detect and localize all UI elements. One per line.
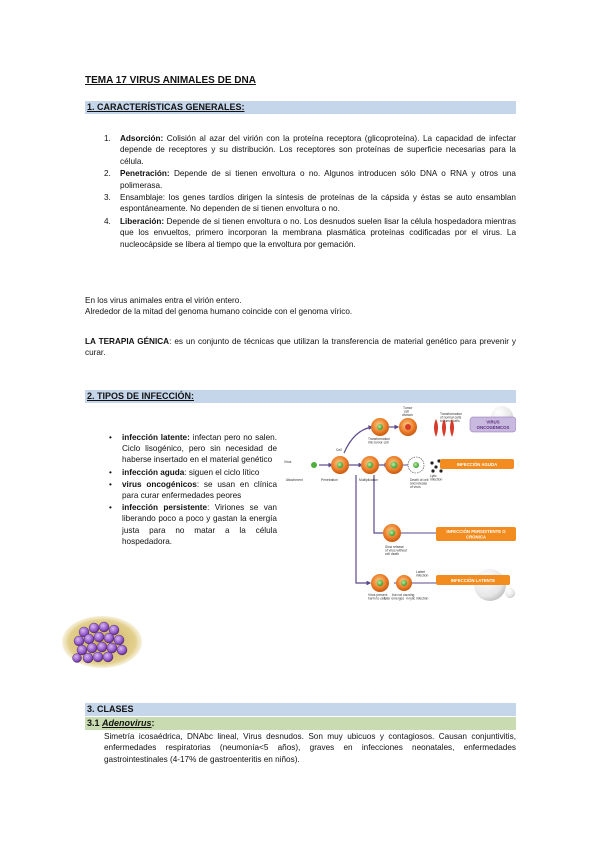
label-text: ONCOGÉNICOS (476, 425, 510, 430)
caption: into tumor cell (368, 440, 389, 445)
label-text: INFECCIÓN AGUDA (456, 462, 498, 467)
subsection-colon: : (151, 718, 155, 728)
caption: Attachment (286, 478, 303, 482)
caption: but not causing (392, 593, 415, 597)
caption: later emerges (384, 596, 405, 601)
adenovirus-micrograph (62, 616, 142, 668)
infection-term: infección aguda (122, 467, 185, 477)
cell-attachment (331, 456, 349, 474)
caption: Slow release (385, 545, 404, 549)
bullet-glyph: • (109, 467, 112, 477)
caption: Transformation (440, 412, 463, 416)
caption: division (402, 413, 413, 417)
infection-term: infección persistente (122, 503, 208, 513)
cell-penetration (361, 456, 379, 474)
infection-diagram (284, 405, 516, 601)
section-heading-tipos-infeccion (85, 390, 516, 403)
caption: harm to cell, (368, 596, 386, 601)
cell-latent (371, 574, 389, 592)
step-item (104, 192, 516, 215)
step-term: Penetración: (120, 169, 170, 179)
label-text: CRONICA (465, 534, 487, 540)
caption: infection (416, 573, 429, 578)
label-infeccion-aguda (440, 459, 514, 469)
section-heading-text: 3. CLASES (87, 704, 134, 714)
step-text: Depende de si tienen envoltura o no. Los desnudos suelen lisar la célula hospedadora mientras que los envueltos, primero incorporan la membrana plasmática proteínas codificadas por el virus. La nucleocápside se libera al tiempo que la envoltura por gemación. (120, 216, 516, 249)
cell-tumor-transformation (371, 418, 389, 436)
caption: Cell (336, 448, 342, 452)
step-item (104, 216, 516, 250)
step-text: Depende de si tienen envoltura o no. Algunos introducen sólo DNA o RNA y otros una polimerasa. (120, 169, 516, 190)
section-heading-caracteristicas (85, 101, 516, 114)
label-text: INFECCIÓN PERSISTENTE O (446, 529, 506, 534)
caption: of virus (410, 485, 421, 489)
document-title: TEMA 17 VIRUS ANIMALES DE DNA (85, 75, 256, 86)
caption: cell death (385, 552, 400, 556)
infection-text: : se usan en clínica para curar enfermedades peores (122, 479, 277, 501)
step-text: Ensamblaje: los genes tardíos dirigen la síntesis de proteínas de la cápsida y éstas se auto ensamblan espontáneamente. No dependen de si tienen envoltura o no. (120, 193, 516, 214)
bullet-glyph: • (109, 503, 112, 513)
caption: in lytic infection (406, 596, 429, 601)
steps-list (104, 133, 516, 251)
caption: Death of cell (410, 478, 429, 482)
label-text: INFECCIÓN LATENTE (450, 578, 496, 583)
step-item (104, 168, 516, 191)
step-term: Adsorción: (120, 134, 164, 143)
infection-text: : siguen el ciclo lítico (184, 467, 260, 477)
step-item (104, 133, 516, 167)
infection-term: virus oncogénicos (122, 479, 197, 489)
label-virus-oncogenicos (470, 417, 516, 432)
paragraph-virion: En los virus animales entra el virión entero. (85, 296, 242, 305)
subsection-heading-adenovirus (85, 717, 516, 730)
list-item (109, 502, 277, 547)
caption: Latent (416, 570, 426, 574)
label-infeccion-latente (436, 575, 510, 585)
list-item (109, 479, 277, 501)
caption: Virus present (368, 593, 388, 597)
cell-death (408, 457, 424, 473)
caption: of normal cells (440, 415, 462, 420)
caption: cell (404, 409, 409, 414)
step-number: 1. (104, 134, 111, 143)
caption: Virus (284, 460, 292, 464)
caption: infection (430, 477, 443, 482)
infection-text: : Viriones se van liberando poco a poco y gastan la energía justa para no matar a la célula hospedadora. (122, 503, 277, 546)
step-number: 2. (104, 169, 111, 179)
adenovirus-description: Simetría icosaédrica, DNAbc lineal, Virus desnudos. Son muy ubicuos y contagiosos. Causan conjuntivitis, enfermedades respiratorias (neumonía<5 años), graves en infecciones neonatales, enfermedades gastrointestinales (4-17% de gastroenteritis en niños). (104, 732, 516, 764)
cell-persistent (383, 524, 401, 542)
label-infeccion-persistente (436, 527, 516, 541)
bullet-glyph: • (109, 433, 112, 442)
cell-multiplication (385, 456, 403, 474)
droplet-decoration (505, 588, 515, 598)
subsection-title: Adenovirus (102, 718, 152, 728)
bullet-glyph: • (109, 479, 112, 489)
infection-types-list (109, 432, 277, 548)
infection-text: infectan pero no salen. Ciclo lisogénico, pero sin necesidad de haberse insertado en el material genético (122, 433, 277, 465)
cell-latent-lytic (396, 575, 412, 591)
caption: Transformation (368, 437, 391, 441)
section-heading-clases (85, 703, 516, 716)
virus-particle (311, 462, 317, 468)
terapia-text: : es un conjunto de técnicas que utilizan la transferencia de material genético para prevenir y curar. (85, 337, 517, 358)
step-text: Colisión al azar del virión con la proteína receptora (glicoproteína). La capacidad de infectar depende de receptores y su distribución. Los receptores son proteínas de superficie necesarias para la célula. (120, 134, 516, 166)
list-item (109, 432, 277, 466)
caption: Multiplication (359, 478, 379, 482)
caption: Lytic (430, 474, 437, 478)
list-item (109, 467, 277, 478)
arrow (374, 475, 388, 533)
caption: of virus without (385, 548, 407, 553)
section-heading-text: 1. CARACTERÍSTICAS GENERALES: (87, 102, 245, 112)
step-number: 3. (104, 193, 111, 203)
subsection-number: 3.1 (87, 718, 100, 728)
infection-term: infección latente: (122, 433, 190, 442)
caption: and release (410, 481, 428, 486)
cell-tumor-division (399, 418, 417, 436)
caption: to tumor cells (440, 419, 460, 423)
paragraph-terapia-genica (85, 336, 516, 359)
terapia-term: LA TERAPIA GÉNICA (85, 337, 170, 346)
caption: Penetration (321, 478, 338, 482)
paragraph-genoma: Alrededor de la mitad del genoma humano coincide con el genoma vírico. (85, 307, 353, 316)
step-number: 4. (104, 216, 111, 226)
step-term: Liberación: (120, 216, 165, 226)
arrow (356, 475, 370, 583)
label-text: VIRUS (486, 419, 500, 425)
caption: Tumor (403, 406, 413, 410)
section-heading-text: 2. TIPOS DE INFECCIÓN: (87, 391, 195, 401)
